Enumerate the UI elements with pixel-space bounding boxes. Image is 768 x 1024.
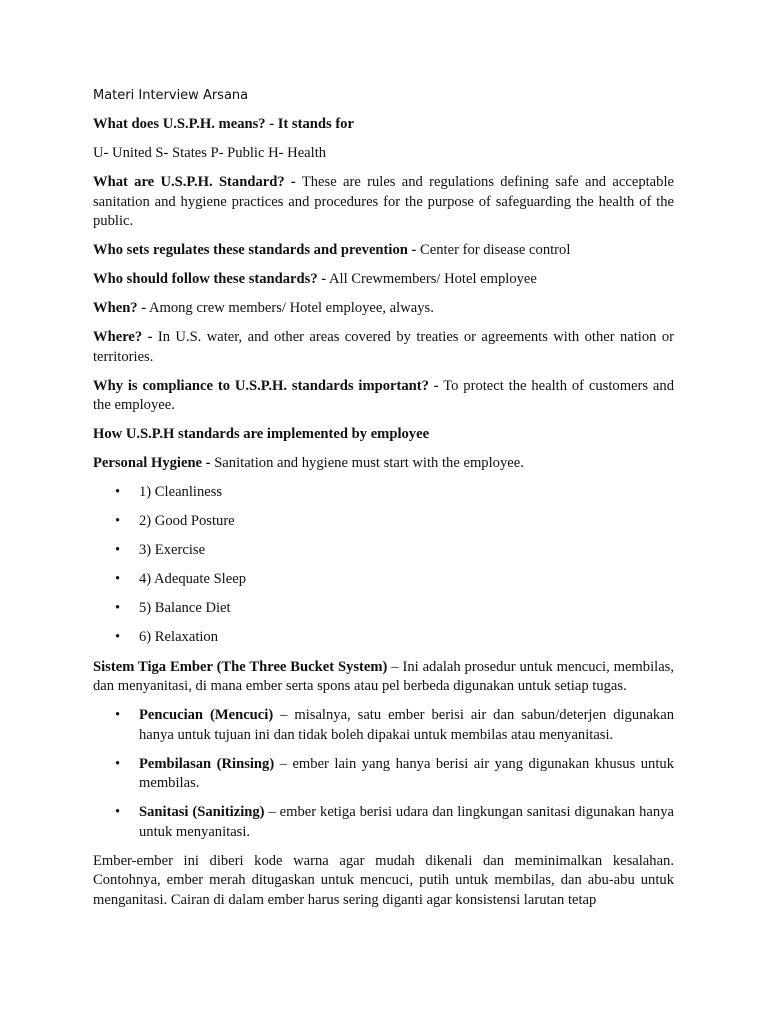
three-bucket-text: – Ini adalah prosedur untuk mencuci, membilas, dan menyanitasi, di mana ember serta spons atau pel berbeda digunakan untuk setiap tugas. <box>93 658 674 695</box>
question-1-label: What does U.S.P.H. means? - It stands for <box>93 116 354 132</box>
question-8-label: How U.S.P.H standards are implemented by employee <box>93 426 430 442</box>
question-7 <box>93 377 674 416</box>
question-5-answer: Among crew members/ Hotel employee, always. <box>146 300 434 316</box>
list-item <box>93 706 674 745</box>
question-3-answer: Center for disease control <box>416 242 571 258</box>
closing-paragraph: Ember-ember ini diberi kode warna agar mudah dikenali dan meminimalkan kesalahan. Contohnya, ember merah ditugaskan untuk mencuci, putih untuk membilas, dan abu-abu untuk menganitasi. Cairan di dalam ember harus sering diganti agar konsistensi larutan tetap <box>93 852 674 908</box>
list-item <box>93 803 674 842</box>
question-4-answer: All Crewmembers/ Hotel employee <box>326 271 537 287</box>
hygiene-list <box>93 483 674 648</box>
question-2-label: What are U.S.P.H. Standard? - <box>93 174 296 190</box>
list-item: • 4) Adequate Sleep <box>93 570 674 590</box>
question-5-label: When? - <box>93 300 147 316</box>
list-item <box>93 755 674 794</box>
question-2 <box>93 173 674 232</box>
question-3-label: Who sets regulates these standards and prevention - <box>93 242 417 258</box>
list-item: • 5) Balance Diet <box>93 599 674 619</box>
bucket-item-label: Pembilasan (Rinsing) <box>139 755 275 772</box>
question-8 <box>93 425 674 445</box>
list-item: • 2) Good Posture <box>93 512 674 532</box>
question-1 <box>93 115 674 135</box>
question-5 <box>93 299 674 319</box>
bucket-list <box>93 706 674 842</box>
question-6 <box>93 328 674 367</box>
question-1-answer: U- United S- States P- Public H- Health <box>93 145 327 161</box>
question-6-answer: In U.S. water, and other areas covered by treaties or agreements with other nation or territories. <box>93 329 675 365</box>
document-body <box>93 86 674 910</box>
question-2-answer: These are rules and regulations defining safe and acceptable sanitation and hygiene practices and procedures for the purpose of safeguarding the health of the public. <box>93 174 674 229</box>
question-4-label: Who should follow these standards? - <box>93 271 327 287</box>
question-7-label: Why is compliance to U.S.P.H. standards important? - <box>93 377 439 394</box>
bucket-item-label: Sanitasi (Sanitizing) <box>139 804 265 821</box>
bucket-item-label: Pencucian (Mencuci) <box>139 707 274 724</box>
bucket-item-text: – ember ketiga berisi udara dan lingkungan sanitasi digunakan hanya untuk menyanitasi. <box>139 804 674 840</box>
question-3 <box>93 241 674 261</box>
list-item: • 3) Exercise <box>93 541 674 561</box>
question-4 <box>93 270 674 290</box>
bucket-item-text: – misalnya, satu ember berisi air dan sabun/deterjen digunakan hanya untuk tujuan ini dan tidak boleh dipakai untuk membilas atau menyanitasi. <box>139 707 674 743</box>
list-item: • 1) Cleanliness <box>93 483 674 503</box>
three-bucket-system <box>93 658 674 697</box>
personal-hygiene-label: Personal Hygiene - <box>93 455 211 471</box>
list-item: • 6) Relaxation <box>93 628 674 648</box>
personal-hygiene <box>93 454 674 474</box>
question-7-answer: To protect the health of customers and the employee. <box>93 377 675 413</box>
question-6-label: Where? - <box>93 329 153 345</box>
bucket-item-text: – ember lain yang hanya berisi air yang digunakan khusus untuk membilas. <box>139 755 674 792</box>
personal-hygiene-text: Sanitation and hygiene must start with the employee. <box>210 455 524 471</box>
document-title: Materi Interview Arsana <box>93 88 249 103</box>
three-bucket-label: Sistem Tiga Ember (The Three Bucket System) <box>93 658 388 675</box>
